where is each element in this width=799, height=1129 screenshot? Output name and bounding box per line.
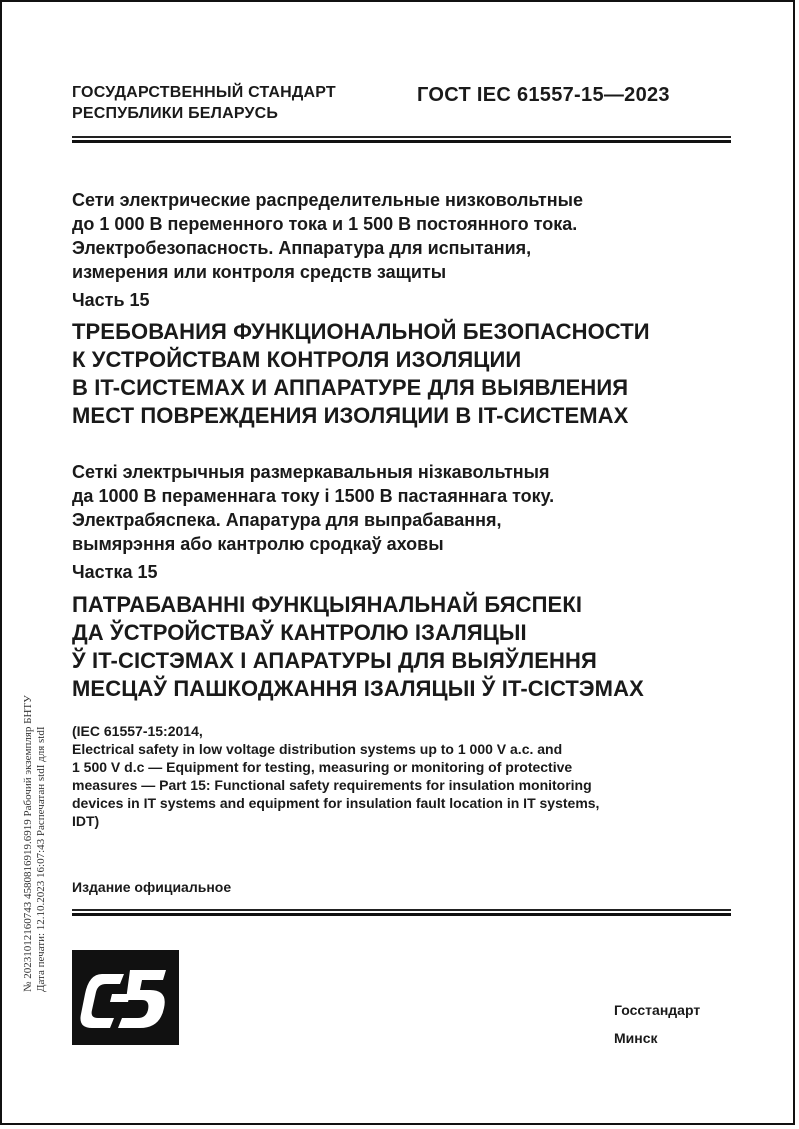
- ru-subtitle-line: до 1 000 В переменного тока и 1 500 В постоянного тока.: [72, 214, 578, 234]
- standard-code: ГОСТ IEC 61557-15—2023: [417, 84, 670, 106]
- belarusian-title: [72, 591, 644, 703]
- iec-reference: [72, 722, 712, 830]
- publisher-name: Госстандарт: [614, 1002, 701, 1018]
- iec-line: IDT): [72, 813, 100, 829]
- by-subtitle-line: Сеткі электрычныя размеркавальныя нізкавольтныя: [72, 462, 550, 482]
- ru-title-line: В IT-СИСТЕМАХ И АППАРАТУРЕ ДЛЯ ВЫЯВЛЕНИЯ: [72, 375, 629, 400]
- ru-title-line: МЕСТ ПОВРЕЖДЕНИЯ ИЗОЛЯЦИИ В IT-СИСТЕМАХ: [72, 403, 629, 428]
- publisher-city: Минск: [614, 1030, 658, 1046]
- ru-subtitle-line: Сети электрические распределительные низковольтные: [72, 190, 583, 210]
- footer-rule-thin: [72, 909, 731, 911]
- header-rule-thick: [72, 140, 731, 143]
- ru-title-line: ТРЕБОВАНИЯ ФУНКЦИОНАЛЬНОЙ БЕЗОПАСНОСТИ: [72, 319, 650, 344]
- edition-label: Издание официальное: [72, 879, 232, 895]
- by-subtitle-line: вымярэння або кантролю сродкаў аховы: [72, 534, 444, 554]
- belarusian-subtitle: [72, 460, 554, 556]
- iec-line: Electrical safety in low voltage distribution systems up to 1 000 V a.c. and: [72, 741, 563, 757]
- gosstandart-logo-icon: [72, 950, 179, 1045]
- logo-mark: [72, 950, 179, 1045]
- belarusian-part-label: Частка 15: [72, 562, 158, 582]
- publisher-block: [614, 996, 700, 1052]
- iec-line: (IEC 61557-15:2014,: [72, 723, 203, 739]
- issuing-organization: [72, 82, 336, 124]
- side-print-stamp: [22, 695, 48, 992]
- russian-title: [72, 318, 650, 430]
- russian-part-label: Часть 15: [72, 290, 150, 310]
- by-title-line: ПАТРАБАВАННІ ФУНКЦЫЯНАЛЬНАЙ БЯСПЕКІ: [72, 592, 583, 617]
- ru-subtitle-line: Электробезопасность. Аппаратура для испытания,: [72, 238, 532, 258]
- org-line-2: РЕСПУБЛИКИ БЕЛАРУСЬ: [72, 105, 279, 122]
- ru-title-line: К УСТРОЙСТВАМ КОНТРОЛЯ ИЗОЛЯЦИИ: [72, 347, 522, 372]
- iec-line: devices in IT systems and equipment for insulation fault location in IT systems,: [72, 795, 600, 811]
- stamp-line-2: Дата печати: 12.10.2023 16:07:43 Распечатан stdI для stdI: [35, 726, 47, 992]
- iec-line: measures — Part 15: Functional safety requirements for insulation monitoring: [72, 777, 592, 793]
- by-title-line: ДА ЎСТРОЙСТВАЎ КАНТРОЛЮ ІЗАЛЯЦЫІ: [72, 620, 527, 645]
- iec-line: 1 500 V d.c — Equipment for testing, measuring or monitoring of protective: [72, 759, 573, 775]
- by-subtitle-line: Электрабяспека. Апаратура для выпрабавання,: [72, 510, 502, 530]
- by-title-line: Ў IT-СІСТЭМАХ І АПАРАТУРЫ ДЛЯ ВЫЯЎЛЕННЯ: [72, 648, 597, 673]
- header-rule-thin: [72, 136, 731, 138]
- ru-subtitle-line: измерения или контроля средств защиты: [72, 262, 447, 282]
- by-subtitle-line: да 1000 В пераменнага току і 1500 В пастаяннага току.: [72, 486, 555, 506]
- stamp-line-1: № 2023101216074З 4580816919.6919 Рабочий экземпляр БНТУ: [22, 695, 34, 992]
- by-title-line: МЕСЦАЎ ПАШКОДЖАННЯ ІЗАЛЯЦЫІ Ў IT-СІСТЭМАХ: [72, 676, 644, 701]
- footer-rule-thick: [72, 913, 731, 916]
- org-line-1: ГОСУДАРСТВЕННЫЙ СТАНДАРТ: [72, 84, 336, 101]
- russian-subtitle: [72, 188, 583, 284]
